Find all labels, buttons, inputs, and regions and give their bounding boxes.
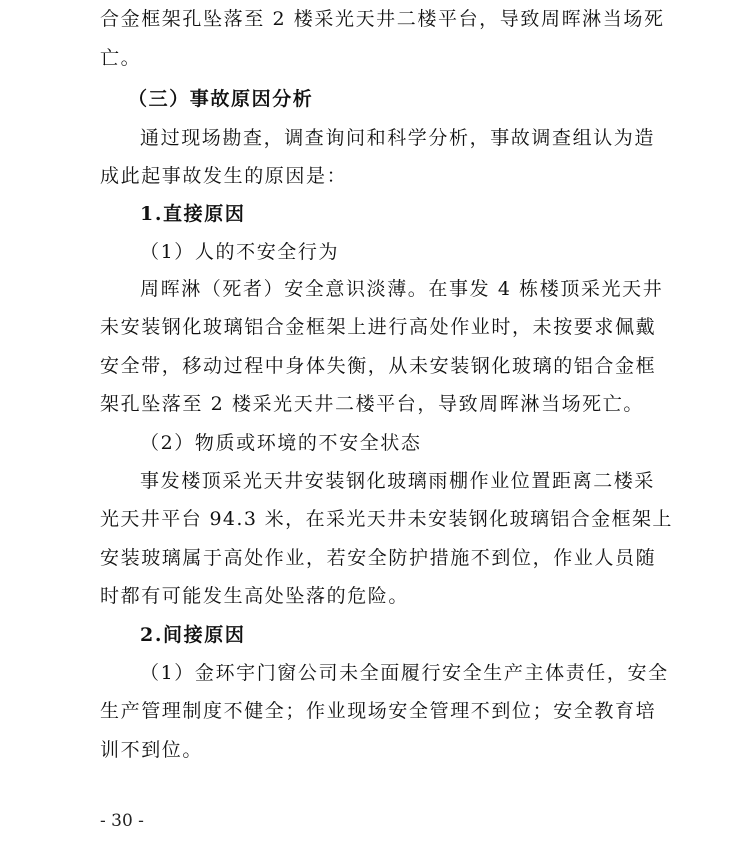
body-line-11: 安装玻璃属于高处作业，若安全防护措施不到位，作业人员随 bbox=[100, 547, 657, 569]
body-line-10: 光天井平台 94.3 米，在采光天井未安装钢化玻璃铝合金框架上 bbox=[100, 508, 673, 530]
section-heading-causes: （三）事故原因分析 bbox=[128, 88, 314, 110]
body-line-14: 生产管理制度不健全；作业现场安全管理不到位；安全教育培 bbox=[100, 700, 657, 722]
body-line-3: 通过现场勘查，调查询问和科学分析，事故调查组认为造 bbox=[140, 127, 656, 149]
body-line-7: 安全带，移动过程中身体失衡，从未安装钢化玻璃的铝合金框 bbox=[100, 355, 657, 377]
body-line-12: 时都有可能发生高处坠落的危险。 bbox=[100, 585, 410, 607]
body-line-15: 训不到位。 bbox=[100, 739, 204, 761]
body-line-8: 架孔坠落至 2 楼采光天井二楼平台，导致周晖淋当场死亡。 bbox=[100, 393, 644, 415]
subheading-direct-cause: 1.直接原因 bbox=[140, 203, 246, 225]
body-line-4: 成此起事故发生的原因是： bbox=[100, 165, 348, 187]
body-line-13: （1）金环宇门窗公司未全面履行安全生产主体责任，安全 bbox=[140, 662, 669, 684]
item-heading-unsafe-conditions: （2）物质或环境的不安全状态 bbox=[140, 432, 422, 454]
body-line-9: 事发楼顶采光天井安装钢化玻璃雨棚作业位置距离二楼采 bbox=[140, 470, 656, 492]
body-line-5: 周晖淋（死者）安全意识淡薄。在事发 4 栋楼顶采光天井 bbox=[140, 278, 664, 300]
item-heading-unsafe-behavior: （1）人的不安全行为 bbox=[140, 241, 340, 263]
page-number: - 30 - bbox=[100, 811, 144, 831]
subheading-indirect-cause: 2.间接原因 bbox=[140, 624, 246, 646]
body-line-6: 未安装钢化玻璃铝合金框架上进行高处作业时，未按要求佩戴 bbox=[100, 316, 657, 338]
body-line-2: 亡。 bbox=[100, 47, 142, 69]
body-line-1: 合金框架孔坠落至 2 楼采光天井二楼平台，导致周晖淋当场死 bbox=[100, 8, 665, 30]
